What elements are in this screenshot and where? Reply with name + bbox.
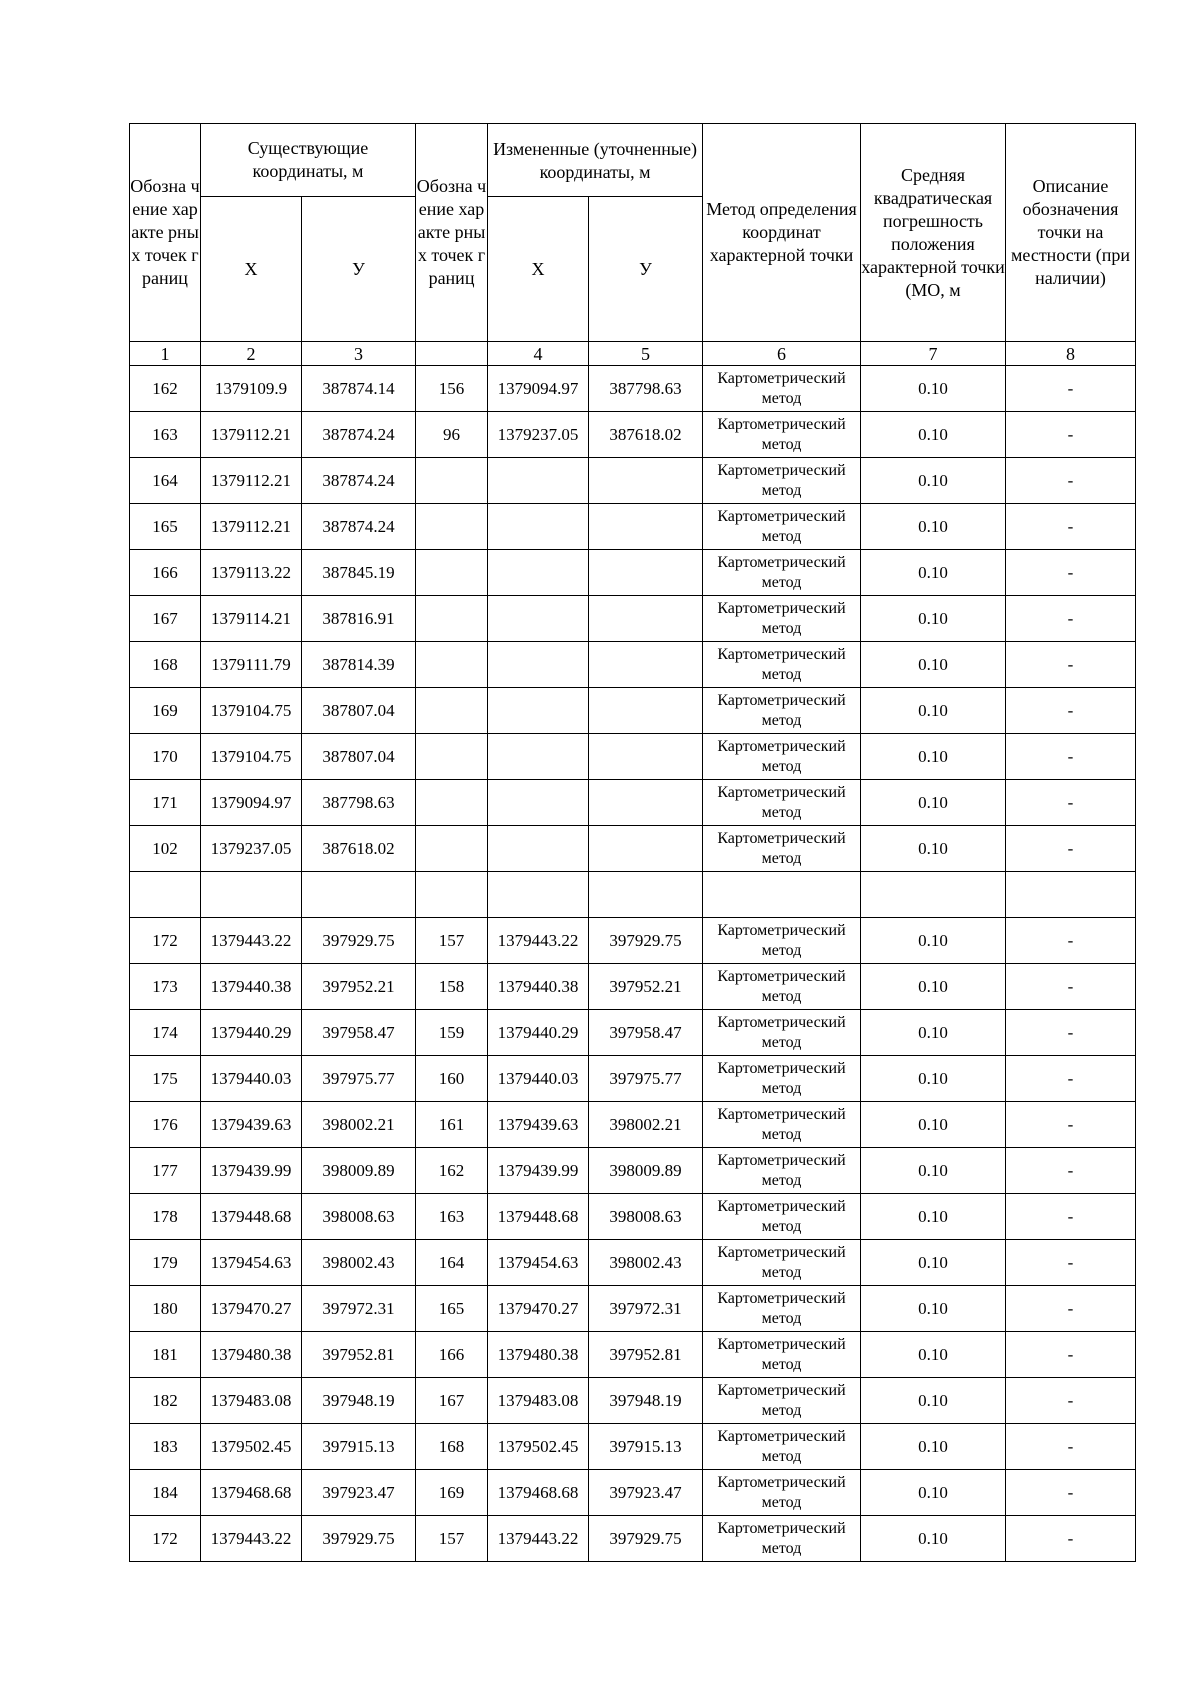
existing-y-cell: 387618.02: [302, 826, 416, 872]
method-cell: Картометрический метод: [703, 964, 861, 1010]
table-row: [130, 1240, 1136, 1286]
existing-x-cell: 1379109.9: [201, 366, 302, 412]
table-row: [130, 1470, 1136, 1516]
existing-x-cell: [201, 872, 302, 918]
changed-y-cell: 397948.19: [589, 1378, 703, 1424]
description-cell: -: [1006, 366, 1136, 412]
changed-y-cell: [589, 596, 703, 642]
table-row: [130, 688, 1136, 734]
existing-x-cell: 1379113.22: [201, 550, 302, 596]
method-cell: Картометрический метод: [703, 1148, 861, 1194]
changed-x-cell: 1379454.63: [488, 1240, 589, 1286]
changed-y-cell: 397972.31: [589, 1286, 703, 1332]
mean-error-cell: 0.10: [861, 550, 1006, 596]
method-cell: Картометрический метод: [703, 1056, 861, 1102]
mean-error-cell: 0.10: [861, 1286, 1006, 1332]
changed-x-cell: 1379443.22: [488, 1516, 589, 1562]
existing-y-cell: 387845.19: [302, 550, 416, 596]
changed-x-cell: [488, 458, 589, 504]
point-id-existing-cell: 167: [130, 596, 201, 642]
method-cell: Картометрический метод: [703, 1102, 861, 1148]
point-id-existing-cell: 171: [130, 780, 201, 826]
method-cell: Картометрический метод: [703, 780, 861, 826]
column-number: 4: [488, 342, 589, 366]
changed-x-cell: 1379443.22: [488, 918, 589, 964]
mean-error-cell: 0.10: [861, 642, 1006, 688]
point-id-changed-cell: [416, 550, 488, 596]
changed-x-cell: 1379483.08: [488, 1378, 589, 1424]
changed-x-cell: [488, 872, 589, 918]
changed-x-cell: 1379468.68: [488, 1470, 589, 1516]
point-id-existing-cell: 165: [130, 504, 201, 550]
point-id-changed-cell: 165: [416, 1286, 488, 1332]
table-row: [130, 412, 1136, 458]
description-cell: -: [1006, 688, 1136, 734]
changed-y-cell: 397975.77: [589, 1056, 703, 1102]
description-cell: -: [1006, 642, 1136, 688]
point-id-existing-cell: 166: [130, 550, 201, 596]
point-id-changed-cell: 160: [416, 1056, 488, 1102]
description-cell: -: [1006, 1102, 1136, 1148]
description-cell: -: [1006, 1470, 1136, 1516]
point-id-existing-cell: 181: [130, 1332, 201, 1378]
changed-x-cell: [488, 596, 589, 642]
changed-x-cell: 1379094.97: [488, 366, 589, 412]
table-row: [130, 872, 1136, 918]
method-cell: Картометрический метод: [703, 1378, 861, 1424]
description-cell: -: [1006, 1332, 1136, 1378]
existing-y-cell: 387807.04: [302, 734, 416, 780]
description-cell: -: [1006, 780, 1136, 826]
mean-error-cell: 0.10: [861, 366, 1006, 412]
table-row: [130, 366, 1136, 412]
point-id-changed-cell: [416, 826, 488, 872]
changed-y-cell: 397952.21: [589, 964, 703, 1010]
mean-error-cell: [861, 872, 1006, 918]
table-row: [130, 918, 1136, 964]
existing-x-cell: 1379237.05: [201, 826, 302, 872]
changed-y-cell: 387618.02: [589, 412, 703, 458]
point-id-existing-cell: 172: [130, 918, 201, 964]
existing-y-cell: [302, 872, 416, 918]
point-id-changed-cell: 169: [416, 1470, 488, 1516]
mean-error-cell: 0.10: [861, 1332, 1006, 1378]
changed-y-cell: 387798.63: [589, 366, 703, 412]
method-cell: Картометрический метод: [703, 550, 861, 596]
point-id-changed-cell: 161: [416, 1102, 488, 1148]
point-id-existing-cell: 163: [130, 412, 201, 458]
description-cell: -: [1006, 1148, 1136, 1194]
method-cell: Картометрический метод: [703, 1516, 861, 1562]
existing-x-cell: 1379502.45: [201, 1424, 302, 1470]
changed-y-cell: [589, 780, 703, 826]
column-number-row: [130, 342, 1136, 366]
changed-x-cell: 1379439.99: [488, 1148, 589, 1194]
changed-x-cell: 1379448.68: [488, 1194, 589, 1240]
header-changed-y: У: [589, 197, 703, 342]
method-cell: Картометрический метод: [703, 1194, 861, 1240]
existing-y-cell: 387814.39: [302, 642, 416, 688]
changed-x-cell: 1379440.03: [488, 1056, 589, 1102]
mean-error-cell: 0.10: [861, 964, 1006, 1010]
changed-y-cell: 398002.43: [589, 1240, 703, 1286]
method-cell: Картометрический метод: [703, 1286, 861, 1332]
header-designation-changed: Обозна чение характе рных точек границ: [416, 124, 488, 342]
existing-y-cell: 398008.63: [302, 1194, 416, 1240]
description-cell: -: [1006, 1424, 1136, 1470]
mean-error-cell: 0.10: [861, 1194, 1006, 1240]
existing-x-cell: 1379112.21: [201, 412, 302, 458]
mean-error-cell: 0.10: [861, 1470, 1006, 1516]
existing-x-cell: 1379454.63: [201, 1240, 302, 1286]
column-number: 8: [1006, 342, 1136, 366]
existing-x-cell: 1379448.68: [201, 1194, 302, 1240]
method-cell: Картометрический метод: [703, 918, 861, 964]
table-row: [130, 780, 1136, 826]
mean-error-cell: 0.10: [861, 412, 1006, 458]
point-id-existing-cell: 102: [130, 826, 201, 872]
table-row: [130, 642, 1136, 688]
existing-x-cell: 1379440.03: [201, 1056, 302, 1102]
method-cell: Картометрический метод: [703, 734, 861, 780]
method-cell: Картометрический метод: [703, 596, 861, 642]
existing-y-cell: 397958.47: [302, 1010, 416, 1056]
point-id-existing-cell: 176: [130, 1102, 201, 1148]
changed-y-cell: [589, 550, 703, 596]
changed-y-cell: 398008.63: [589, 1194, 703, 1240]
existing-y-cell: 387874.24: [302, 412, 416, 458]
existing-y-cell: 397923.47: [302, 1470, 416, 1516]
method-cell: Картометрический метод: [703, 458, 861, 504]
point-id-changed-cell: 157: [416, 918, 488, 964]
description-cell: -: [1006, 964, 1136, 1010]
existing-y-cell: 397972.31: [302, 1286, 416, 1332]
point-id-existing-cell: 175: [130, 1056, 201, 1102]
existing-x-cell: 1379094.97: [201, 780, 302, 826]
existing-y-cell: 387798.63: [302, 780, 416, 826]
mean-error-cell: 0.10: [861, 688, 1006, 734]
point-id-changed-cell: 159: [416, 1010, 488, 1056]
description-cell: -: [1006, 504, 1136, 550]
header-error: Средняя квадратическая погрешность положения характерной точки (МО, м: [861, 124, 1006, 342]
existing-x-cell: 1379483.08: [201, 1378, 302, 1424]
description-cell: -: [1006, 1516, 1136, 1562]
point-id-existing-cell: 178: [130, 1194, 201, 1240]
changed-y-cell: 397952.81: [589, 1332, 703, 1378]
point-id-changed-cell: 156: [416, 366, 488, 412]
existing-x-cell: 1379112.21: [201, 458, 302, 504]
table-row: [130, 1424, 1136, 1470]
changed-y-cell: [589, 826, 703, 872]
mean-error-cell: 0.10: [861, 1056, 1006, 1102]
changed-x-cell: 1379439.63: [488, 1102, 589, 1148]
existing-x-cell: 1379439.99: [201, 1148, 302, 1194]
method-cell: Картометрический метод: [703, 1240, 861, 1286]
point-id-changed-cell: 157: [416, 1516, 488, 1562]
point-id-existing-cell: 162: [130, 366, 201, 412]
description-cell: -: [1006, 734, 1136, 780]
changed-x-cell: 1379440.29: [488, 1010, 589, 1056]
method-cell: [703, 872, 861, 918]
table-header: [130, 124, 1136, 366]
changed-x-cell: [488, 688, 589, 734]
point-id-existing-cell: 179: [130, 1240, 201, 1286]
changed-y-cell: [589, 504, 703, 550]
point-id-changed-cell: [416, 596, 488, 642]
table-row: [130, 550, 1136, 596]
description-cell: -: [1006, 1240, 1136, 1286]
mean-error-cell: 0.10: [861, 1148, 1006, 1194]
point-id-existing-cell: [130, 872, 201, 918]
table-row: [130, 1378, 1136, 1424]
mean-error-cell: 0.10: [861, 1516, 1006, 1562]
changed-x-cell: [488, 550, 589, 596]
existing-x-cell: 1379440.38: [201, 964, 302, 1010]
existing-y-cell: 397929.75: [302, 1516, 416, 1562]
existing-y-cell: 387816.91: [302, 596, 416, 642]
changed-x-cell: [488, 504, 589, 550]
table-row: [130, 1286, 1136, 1332]
point-id-changed-cell: 96: [416, 412, 488, 458]
point-id-changed-cell: 158: [416, 964, 488, 1010]
existing-y-cell: 387874.14: [302, 366, 416, 412]
existing-x-cell: 1379104.75: [201, 688, 302, 734]
point-id-existing-cell: 177: [130, 1148, 201, 1194]
mean-error-cell: 0.10: [861, 826, 1006, 872]
point-id-changed-cell: [416, 688, 488, 734]
mean-error-cell: 0.10: [861, 918, 1006, 964]
changed-y-cell: 397929.75: [589, 918, 703, 964]
point-id-existing-cell: 168: [130, 642, 201, 688]
header-changed-coordinates: Измененные (уточненные) координаты, м: [488, 124, 703, 197]
header-designation-existing: Обозна чение характе рных точек границ: [130, 124, 201, 342]
changed-x-cell: [488, 826, 589, 872]
existing-x-cell: 1379439.63: [201, 1102, 302, 1148]
point-id-existing-cell: 184: [130, 1470, 201, 1516]
header-changed-x: Х: [488, 197, 589, 342]
changed-y-cell: 397915.13: [589, 1424, 703, 1470]
changed-y-cell: 398002.21: [589, 1102, 703, 1148]
description-cell: -: [1006, 1378, 1136, 1424]
existing-y-cell: 387874.24: [302, 504, 416, 550]
existing-y-cell: 398002.43: [302, 1240, 416, 1286]
method-cell: Картометрический метод: [703, 504, 861, 550]
point-id-changed-cell: [416, 780, 488, 826]
changed-y-cell: 397958.47: [589, 1010, 703, 1056]
description-cell: -: [1006, 550, 1136, 596]
point-id-changed-cell: 168: [416, 1424, 488, 1470]
existing-y-cell: 397952.21: [302, 964, 416, 1010]
existing-x-cell: 1379112.21: [201, 504, 302, 550]
changed-x-cell: [488, 780, 589, 826]
table-row: [130, 1148, 1136, 1194]
point-id-existing-cell: 173: [130, 964, 201, 1010]
changed-y-cell: [589, 458, 703, 504]
method-cell: Картометрический метод: [703, 1010, 861, 1056]
mean-error-cell: 0.10: [861, 458, 1006, 504]
existing-y-cell: 387874.24: [302, 458, 416, 504]
description-cell: -: [1006, 458, 1136, 504]
existing-x-cell: 1379104.75: [201, 734, 302, 780]
table-row: [130, 734, 1136, 780]
changed-y-cell: [589, 872, 703, 918]
changed-x-cell: 1379440.38: [488, 964, 589, 1010]
method-cell: Картометрический метод: [703, 1332, 861, 1378]
header-existing-x: Х: [201, 197, 302, 342]
mean-error-cell: 0.10: [861, 504, 1006, 550]
changed-y-cell: [589, 688, 703, 734]
point-id-existing-cell: 183: [130, 1424, 201, 1470]
description-cell: -: [1006, 1194, 1136, 1240]
header-description: Описание обозначения точки на местности (при наличии): [1006, 124, 1136, 342]
changed-y-cell: 397929.75: [589, 1516, 703, 1562]
changed-y-cell: [589, 734, 703, 780]
table-row: [130, 1010, 1136, 1056]
description-cell: -: [1006, 1056, 1136, 1102]
existing-x-cell: 1379114.21: [201, 596, 302, 642]
description-cell: -: [1006, 826, 1136, 872]
table-row: [130, 504, 1136, 550]
method-cell: Картометрический метод: [703, 1424, 861, 1470]
existing-y-cell: 397948.19: [302, 1378, 416, 1424]
description-cell: -: [1006, 596, 1136, 642]
existing-x-cell: 1379443.22: [201, 918, 302, 964]
table-row: [130, 826, 1136, 872]
mean-error-cell: 0.10: [861, 1240, 1006, 1286]
table-row: [130, 1332, 1136, 1378]
column-number: 2: [201, 342, 302, 366]
table-row: [130, 1056, 1136, 1102]
point-id-existing-cell: 169: [130, 688, 201, 734]
mean-error-cell: 0.10: [861, 780, 1006, 826]
changed-x-cell: [488, 642, 589, 688]
existing-y-cell: 397975.77: [302, 1056, 416, 1102]
existing-y-cell: 397929.75: [302, 918, 416, 964]
changed-x-cell: 1379502.45: [488, 1424, 589, 1470]
mean-error-cell: 0.10: [861, 596, 1006, 642]
existing-y-cell: 398002.21: [302, 1102, 416, 1148]
existing-x-cell: 1379443.22: [201, 1516, 302, 1562]
point-id-changed-cell: 167: [416, 1378, 488, 1424]
mean-error-cell: 0.10: [861, 1378, 1006, 1424]
point-id-existing-cell: 174: [130, 1010, 201, 1056]
description-cell: -: [1006, 918, 1136, 964]
column-number: 1: [130, 342, 201, 366]
method-cell: Картометрический метод: [703, 688, 861, 734]
point-id-changed-cell: [416, 642, 488, 688]
point-id-changed-cell: [416, 458, 488, 504]
method-cell: Картометрический метод: [703, 642, 861, 688]
description-cell: -: [1006, 1010, 1136, 1056]
existing-x-cell: 1379440.29: [201, 1010, 302, 1056]
table-row: [130, 1102, 1136, 1148]
point-id-existing-cell: 172: [130, 1516, 201, 1562]
column-number: [416, 342, 488, 366]
changed-x-cell: [488, 734, 589, 780]
point-id-existing-cell: 180: [130, 1286, 201, 1332]
existing-y-cell: 398009.89: [302, 1148, 416, 1194]
column-number: 3: [302, 342, 416, 366]
point-id-changed-cell: 163: [416, 1194, 488, 1240]
method-cell: Картометрический метод: [703, 826, 861, 872]
description-cell: -: [1006, 1286, 1136, 1332]
changed-x-cell: 1379237.05: [488, 412, 589, 458]
table-row: [130, 1516, 1136, 1562]
description-cell: -: [1006, 412, 1136, 458]
header-existing-y: У: [302, 197, 416, 342]
point-id-changed-cell: 162: [416, 1148, 488, 1194]
table-row: [130, 1194, 1136, 1240]
existing-y-cell: 387807.04: [302, 688, 416, 734]
table-row: [130, 596, 1136, 642]
table-body: [130, 366, 1136, 1562]
method-cell: Картометрический метод: [703, 412, 861, 458]
mean-error-cell: 0.10: [861, 734, 1006, 780]
mean-error-cell: 0.10: [861, 1102, 1006, 1148]
mean-error-cell: 0.10: [861, 1424, 1006, 1470]
column-number: 7: [861, 342, 1006, 366]
changed-y-cell: 397923.47: [589, 1470, 703, 1516]
table-row: [130, 458, 1136, 504]
point-id-changed-cell: [416, 872, 488, 918]
existing-y-cell: 397952.81: [302, 1332, 416, 1378]
mean-error-cell: 0.10: [861, 1010, 1006, 1056]
changed-y-cell: 398009.89: [589, 1148, 703, 1194]
existing-x-cell: 1379111.79: [201, 642, 302, 688]
coordinates-table: [129, 123, 1136, 1562]
point-id-existing-cell: 170: [130, 734, 201, 780]
column-number: 5: [589, 342, 703, 366]
changed-x-cell: 1379480.38: [488, 1332, 589, 1378]
existing-x-cell: 1379470.27: [201, 1286, 302, 1332]
changed-y-cell: [589, 642, 703, 688]
method-cell: Картометрический метод: [703, 1470, 861, 1516]
header-existing-coordinates: Существующие координаты, м: [201, 124, 416, 197]
method-cell: Картометрический метод: [703, 366, 861, 412]
point-id-changed-cell: 166: [416, 1332, 488, 1378]
existing-x-cell: 1379480.38: [201, 1332, 302, 1378]
table-row: [130, 964, 1136, 1010]
point-id-changed-cell: 164: [416, 1240, 488, 1286]
column-number: 6: [703, 342, 861, 366]
changed-x-cell: 1379470.27: [488, 1286, 589, 1332]
description-cell: [1006, 872, 1136, 918]
point-id-changed-cell: [416, 504, 488, 550]
header-method: Метод определения координат характерной точки: [703, 124, 861, 342]
existing-y-cell: 397915.13: [302, 1424, 416, 1470]
point-id-existing-cell: 182: [130, 1378, 201, 1424]
existing-x-cell: 1379468.68: [201, 1470, 302, 1516]
point-id-existing-cell: 164: [130, 458, 201, 504]
point-id-changed-cell: [416, 734, 488, 780]
